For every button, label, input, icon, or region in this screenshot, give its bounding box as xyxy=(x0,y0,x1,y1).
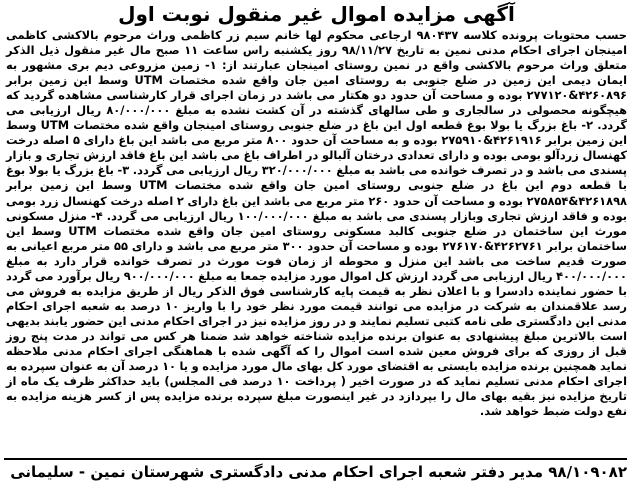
notice-body: حسب محتویات پرونده کلاسه ۹۸۰۴۳۷ ارجاعی محکوم لها خانم سیم زر کاظمی وراث مرحوم بالاکشی کاظمی امینجان اجرای احکام مدنی نمین به تاریخ ۹۸/۱۱/۲۷ روز یکشنبه راس ساعت ۱۱ صبح مال غیر منقول ذیل الذکر متعلق وراث مرحوم بالاکشی واقع در نمین روستای امینجان عبارتند از: ۱- زمین مزروعی دیم بری مشهور به ایمان دیمی این زمین در ضلع جنوبی به روستای امین جان واقع شده مختصات UTM وسط این زمین برابر ۴۲۶۰۸۹۶&۲۷۷۱۲۰ بوده و مساحت آن حدود دو هکتار می باشد در زمان اجرای قرار کارشناسی مشاهده گردید که هیچگونه محصولی در سالجاری و طی سالهای گذشته در آن کشت نشده به مبلغ ۸۰/۰۰۰/۰۰۰ ریال ارزیابی می گردد. ۲- باغ بزرگ یا بولا بوغ قطعه اول این باغ در ضلع جنوبی روستای امینجان واقع شده مختصات UTM وسط این زمین برابر ۴۲۶۱۹۱۶&۲۷۵۹۱۰ بوده و به مساحت آن حدود ۸۰۰ متر مربع می باشد این باغ دارای ۵ اصله درخت کهنسال زردآلو بومی بوده و دارای تعدادی درختان آلبالو در اطراف باغ می باشد این باغ فاقد ارزش تجاری و بازار پسندی می باشد و در تصرف خوانده می باشد به مبلغ ۳۲۰/۰۰۰/۰۰۰ ریال ارزیابی می گردد. ۳- باغ بزرگ یا بولا بوغ با قطعه دوم این باغ در ضلع جنوبی روستای امین جان واقع شده مختصات UTM وسط این زمین برابر ۴۲۶۱۸۹۸&۲۷۵۸۵۴ بوده و مساحت آن حدود ۲۶۰ متر مربع می باشد این باغ دارای ۲ اصله درخت کهنسال زرد بومی بوده و فاقد ارزش تجاری وبازار پسندی می باشد به مبلغ ۱۰۰/۰۰۰/۰۰۰ ریال ارزیابی می گردد. ۴- منزل مسکونی مورث این ساختمان در ضلع جنوبی کالبد مسکونی روستای امین جان واقع شده مختصات UTM وسط این ساختمان برابر ۴۲۶۲۷۶۱&۲۷۶۱۷۰ بوده و مساحت آن حدود ۳۰۰ متر مربع می باشد و دارای ۵۵ متر مربع اعیانی به صورت قدیم ساخت می باشد این منزل و محوطه از زمان فوت مورث در تصرف خوانده قرار دارد به مبلغ ۴۰۰/۰۰۰/۰۰۰ ریال ارزیابی می گردد ارزش کل اموال مورد مزایده جمعا به مبلغ ۹۰۰/۰۰۰/۰۰۰ ریال برآورد می گردد با حضور نماینده دادسرا و با اعلان نظر به قیمت پایه کارشناسی فوق الذکر ریال از طریق مزایده به فروش می رسد علاقمندان به شرکت در مزایده می توانند قیمت مورد نظر خود را با واریز ۱۰ درصد به شعبه اجرای احکام مدنی این دادگستری طی نامه کتبی تسلیم نمایند و در روز مزایده نیز در اجرای احکام مدنی این حضور یابند بدیهی است بالاترین مبلغ پیشنهادی به عنوان برنده مزایده شناخته خواهد شد ضمنا هر کس می تواند در مدت پنج روز قبل از روزی که برای فروش معین شده است اموال را که آگهی شده با هماهنگی اجرای احکام مدنی ملاحظه نماید همچنین برنده مزایده بایستی به اقتضای مورد کل بهای مال مورد مزایده و یا ۱۰ درصد آن به عنوان سپرده به اجرای احکام مدنی تسلیم نماید که در صورت اخیر ( پرداخت ۱۰ درصد فی المجلس) باید حداکثر ظرف یک ماه از تاریخ مزایده نیز بقیه بهای مال را بپردازد در غیر اینصورت مبلغ سپرده برنده مزایده پس از کسر هزینه مزایده به نفع دولت ضبط خواهد شد. xyxy=(6,28,628,419)
notice-footer: ۹۸/۱۰۹۰۸۲ مدیر دفتر شعبه اجرای احکام مدنی دادگستری شهرستان نمین - سلیمانی xyxy=(4,458,627,482)
notice-title: آگهی مزایده اموال غیر منقول نوبت اول xyxy=(118,2,515,26)
